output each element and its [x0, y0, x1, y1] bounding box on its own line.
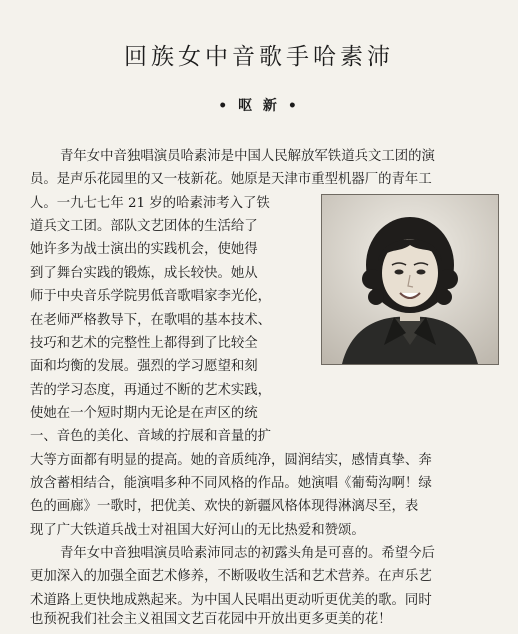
body-line-2: 员。是声乐花园里的又一枝新花。她原是天津市重型机器厂的青年工: [30, 172, 432, 187]
singer-portrait-photo: [321, 194, 499, 365]
body-line-9: 技巧和艺术的完整性上都得到了比较全: [30, 336, 258, 351]
author-name: 呕 新: [238, 98, 280, 114]
body-line-20: 术道路上更快地成熟起来。为中国人民唱出更动听更优美的歌。同时: [30, 593, 432, 608]
body-line-21: 也预祝我们社会主义祖国文艺百花园中开放出更多更美的花！: [30, 612, 392, 627]
body-line-8: 在老师严格教导下，在歌唱的基本技术、: [30, 313, 272, 328]
body-line-11: 苦的学习态度，再通过不断的艺术实践，: [30, 383, 272, 398]
body-line-15: 放含蓄相结合，能演唱多种不同风格的作品。她演唱《葡萄沟啊！绿: [30, 476, 432, 491]
byline-dot-right: •: [287, 98, 300, 114]
body-line-19: 更加深入的加强全面艺术修养，不断吸收生活和艺术营养。在声乐艺: [30, 569, 432, 584]
body-line-4: 道兵文工团。部队文艺团体的生活给了: [30, 219, 258, 234]
body-line-6: 到了舞台实践的锻炼，成长较快。她从: [30, 266, 258, 281]
portrait-illustration: [322, 195, 498, 364]
body-line-18: 青年女中音独唱演员哈素沛同志的初露头角是可喜的。希望今后: [60, 546, 435, 561]
body-line-12: 使她在一个短时期内无论是在声区的统: [30, 406, 258, 421]
byline-dot-left: •: [218, 98, 231, 114]
body-line-5: 她许多为战士演出的实践机会，使她得: [30, 242, 258, 257]
body-line-3: 人。一九七七年 21 岁的哈素沛考入了铁: [30, 196, 270, 211]
body-line-13: 一、音色的美化、音域的拧展和音量的扩: [30, 429, 272, 444]
body-line-7: 师于中央音乐学院男低音歌唱家李光伦，: [30, 289, 272, 304]
body-line-10: 面和均衡的发展。强烈的学习愿望和刻: [30, 359, 258, 374]
author-byline: [0, 95, 518, 115]
body-line-1: 青年女中音独唱演员哈素沛是中国人民解放军铁道兵文工团的演: [60, 149, 435, 164]
article-title: 回族女中音歌手哈素沛: [124, 44, 394, 70]
body-line-16: 色的画廊》一歌时，把优美、欢快的新疆风格体现得淋漓尽至，表: [30, 499, 419, 514]
body-line-17: 现了广大铁道兵战士对祖国大好河山的无比热爱和赞颂。: [30, 523, 365, 538]
body-line-14: 大等方面都有明显的提高。她的音质纯净，圆润结实，感情真挚、奔: [30, 453, 432, 468]
